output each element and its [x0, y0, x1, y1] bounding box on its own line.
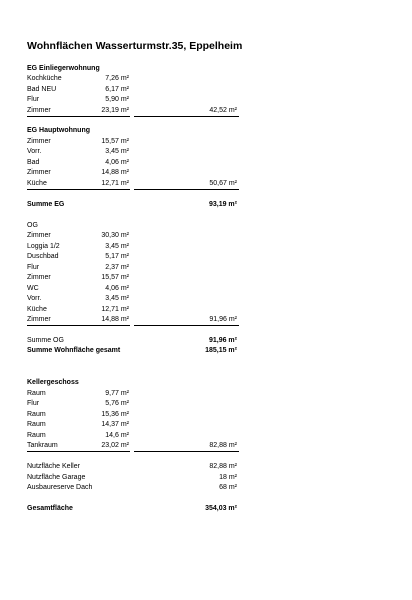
table-row	[27, 64, 242, 74]
row-label: Kellergeschoss	[27, 379, 79, 386]
row-total: 82,88 m²	[209, 463, 237, 470]
table-row	[27, 106, 242, 116]
document-title: Wohnflächen Wasserturmstr.35, Eppelheim	[27, 40, 243, 52]
row-total: 354,03 m²	[205, 505, 237, 512]
table-row	[27, 242, 242, 252]
row-total: 50,67 m²	[209, 180, 237, 187]
table-row	[27, 315, 242, 325]
row-value: 14,88 m²	[101, 316, 129, 323]
row-total: 93,19 m²	[208, 201, 237, 208]
row-value: 3,45 m²	[105, 148, 129, 155]
row-label: Zimmer	[27, 169, 51, 176]
row-label: Bad	[27, 159, 40, 166]
row-label: Küche	[27, 180, 47, 187]
table-row	[27, 85, 242, 95]
table-row	[27, 389, 242, 399]
table-row	[27, 410, 242, 420]
row-label: Summe OG	[27, 337, 64, 344]
row-label: Vorr.	[27, 295, 42, 302]
row-value: 23,19 m²	[101, 107, 129, 114]
row-label: Zimmer	[27, 274, 51, 281]
row-label: Vorr.	[27, 148, 42, 155]
row-label: Zimmer	[27, 138, 51, 145]
row-label: Raum	[27, 411, 46, 418]
row-value: 9,77 m²	[105, 390, 129, 397]
row-total: 42,52 m²	[209, 107, 237, 114]
row-value: 3,45 m²	[105, 243, 129, 250]
row-label: Duschbad	[27, 253, 59, 260]
row-value: 15,57 m²	[101, 274, 129, 281]
row-total: 82,88 m²	[209, 442, 237, 449]
row-label: Nutzfläche Keller	[27, 463, 80, 470]
row-total: 68 m²	[219, 484, 237, 491]
row-label: OG	[27, 222, 38, 229]
table-row	[27, 158, 242, 168]
row-label: Raum	[27, 432, 46, 439]
subtotal-line	[27, 189, 130, 190]
subtotal-line	[27, 451, 130, 452]
table-row	[27, 399, 242, 409]
row-value: 5,90 m²	[105, 96, 129, 103]
row-label: Zimmer	[27, 107, 51, 114]
row-value: 15,57 m²	[101, 138, 129, 145]
table-row	[27, 221, 242, 231]
table-row	[27, 378, 242, 388]
row-value: 30,30 m²	[101, 232, 129, 239]
row-label: Küche	[27, 306, 47, 313]
row-label: Flur	[27, 400, 40, 407]
row-value: 4,06 m²	[105, 285, 129, 292]
total-line	[134, 189, 239, 190]
table-row	[27, 74, 242, 84]
row-total: 18 m²	[219, 474, 237, 481]
total-line	[134, 325, 239, 326]
row-label: WC	[27, 285, 39, 292]
table-row	[27, 137, 242, 147]
table-row	[27, 252, 242, 262]
row-label: Raum	[27, 421, 46, 428]
row-value: 12,71 m²	[101, 306, 129, 313]
table-row	[27, 273, 242, 283]
table-row	[27, 284, 242, 294]
row-label: Ausbaureserve Dach	[27, 484, 93, 491]
row-label: Kochküche	[27, 75, 62, 82]
row-total: 185,15 m²	[205, 347, 237, 354]
table-row	[27, 346, 242, 356]
row-value: 14,6 m²	[105, 432, 129, 439]
table-row	[27, 305, 242, 315]
row-value: 15,36 m²	[101, 411, 129, 418]
row-label: Nutzfläche Garage	[27, 474, 86, 481]
row-value: 5,76 m²	[105, 400, 129, 407]
table-row	[27, 263, 242, 273]
row-label: Summe EG	[27, 201, 65, 208]
table-row	[27, 483, 242, 493]
row-label: Flur	[27, 264, 40, 271]
row-label: Raum	[27, 390, 46, 397]
table-row	[27, 504, 242, 514]
row-value: 4,06 m²	[105, 159, 129, 166]
table-row	[27, 95, 242, 105]
row-total: 91,96 m²	[208, 337, 237, 344]
table-row	[27, 462, 242, 472]
total-line	[134, 116, 239, 117]
table-row	[27, 168, 242, 178]
table-row	[27, 231, 242, 241]
row-total: 91,96 m²	[209, 316, 237, 323]
row-label: Bad NEU	[27, 86, 57, 93]
table-row	[27, 420, 242, 430]
row-label: EG Hauptwohnung	[27, 127, 90, 134]
table-row	[27, 179, 242, 189]
row-label: Flur	[27, 96, 40, 103]
row-value: 5,17 m²	[105, 253, 129, 260]
table-row	[27, 294, 242, 304]
row-label: Loggia 1/2	[27, 243, 60, 250]
table-row	[27, 200, 242, 210]
total-line	[134, 451, 239, 452]
row-value: 7,26 m²	[105, 75, 129, 82]
table-row	[27, 431, 242, 441]
table-row	[27, 336, 242, 346]
table-row	[27, 147, 242, 157]
row-value: 12,71 m²	[101, 180, 129, 187]
row-label: Gesamtfläche	[27, 505, 73, 512]
table-row	[27, 473, 242, 483]
table-row	[27, 126, 242, 136]
row-label: Summe Wohnfläche gesamt	[27, 347, 121, 354]
row-label: Zimmer	[27, 316, 51, 323]
row-label: Tankraum	[27, 442, 58, 449]
row-label: Zimmer	[27, 232, 51, 239]
row-value: 2,37 m²	[105, 264, 129, 271]
row-value: 14,37 m²	[101, 421, 129, 428]
row-label: EG Einliegerwohnung	[27, 65, 100, 72]
subtotal-line	[27, 116, 130, 117]
row-value: 3,45 m²	[105, 295, 129, 302]
row-value: 14,88 m²	[101, 169, 129, 176]
subtotal-line	[27, 325, 130, 326]
row-value: 6,17 m²	[105, 86, 129, 93]
table-row	[27, 441, 242, 451]
row-value: 23,02 m²	[101, 442, 129, 449]
